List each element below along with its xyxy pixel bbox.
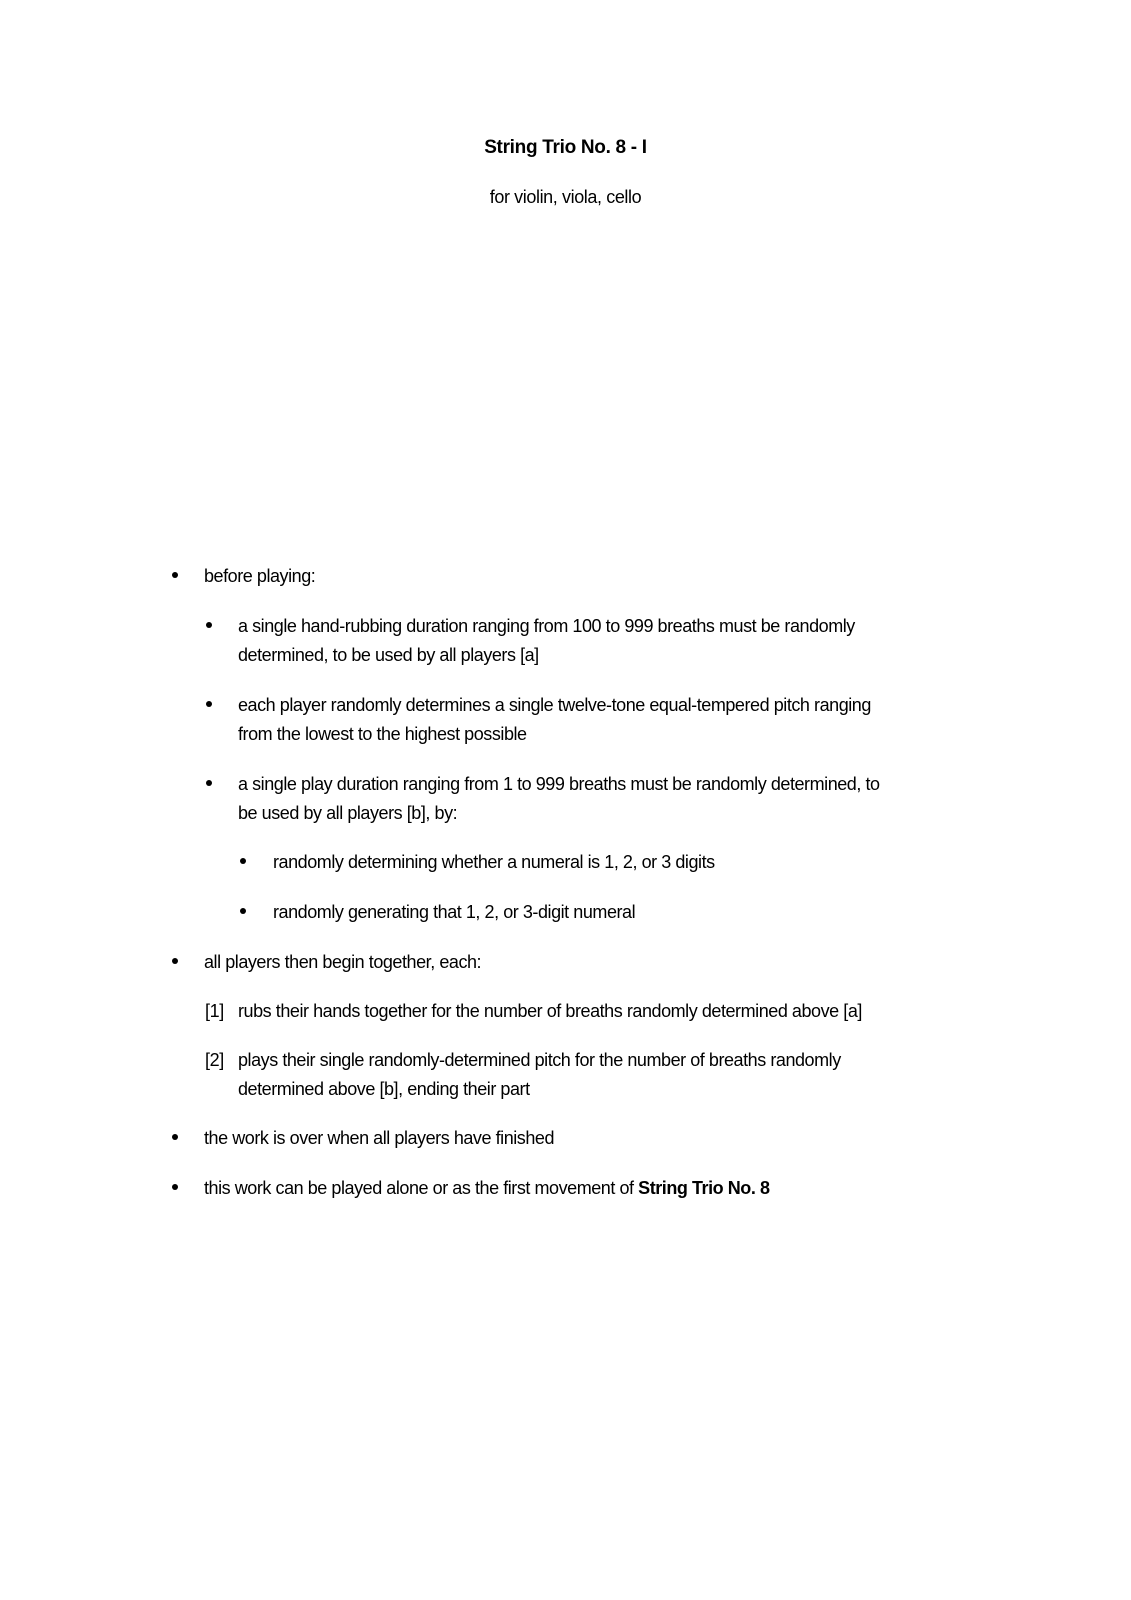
step-1-number: [1] [205, 1001, 224, 1021]
bullet-icon [206, 701, 212, 707]
sub-item-1: randomly determining whether a numeral is 1, 2, or 3 digits [273, 852, 715, 872]
before-item-3-line-1: a single play duration ranging from 1 to 999 breaths must be randomly determined, to [238, 774, 880, 794]
before-item-2-line-2: from the lowest to the highest possible [238, 724, 527, 744]
bullet-icon [206, 622, 212, 628]
page-title: String Trio No. 8 - I [484, 137, 647, 158]
sub-item-2: randomly generating that 1, 2, or 3-digit numeral [273, 902, 636, 922]
bullet-icon [240, 908, 246, 914]
bullet-icon [206, 780, 212, 786]
bullet-icon [172, 1184, 178, 1190]
movement-note-text: this work can be played alone or as the first movement of [204, 1178, 639, 1198]
bullet-icon [172, 572, 178, 578]
bullet-icon [172, 958, 178, 964]
step-2-line-1: plays their single randomly-determined pitch for the number of breaths randomly [238, 1050, 841, 1070]
before-item-1-line-1: a single hand-rubbing duration ranging from 100 to 999 breaths must be randomly [238, 616, 855, 636]
bullet-icon [240, 858, 246, 864]
movement-note-title: String Trio No. 8 [638, 1178, 770, 1198]
bullet-icon [172, 1134, 178, 1140]
step-2-line-2: determined above [b], ending their part [238, 1079, 530, 1099]
page-subtitle: for violin, viola, cello [489, 187, 642, 207]
step-2-number: [2] [205, 1050, 224, 1070]
before-playing-label: before playing: [204, 566, 316, 586]
end-note: the work is over when all players have finished [204, 1128, 555, 1148]
movement-note [204, 1174, 770, 1202]
before-item-1-line-2: determined, to be used by all players [a] [238, 645, 539, 665]
begin-label: all players then begin together, each: [204, 952, 482, 972]
step-1-text: rubs their hands together for the number of breaths randomly determined above [a] [238, 1001, 862, 1021]
before-item-3-line-2: be used by all players [b], by: [238, 803, 458, 823]
before-item-2-line-1: each player randomly determines a single twelve-tone equal-tempered pitch ranging [238, 695, 871, 715]
